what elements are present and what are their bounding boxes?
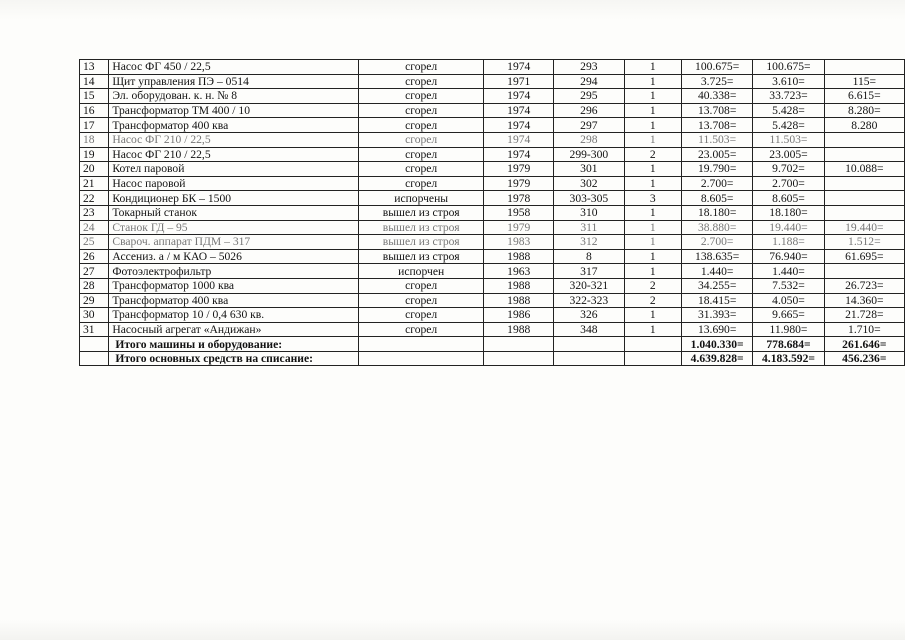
commission-year-cell: 1974 (484, 103, 554, 118)
quantity-cell: 1 (624, 74, 681, 89)
inventory-number-cell: 293 (554, 60, 625, 75)
commission-year-cell: 1974 (484, 89, 554, 104)
residual-value-cell: 1.512= (824, 235, 904, 250)
inventory-number-cell: 317 (554, 264, 625, 279)
table-row (80, 118, 905, 133)
table-row (80, 308, 905, 323)
table-body (80, 60, 905, 366)
empty-cell (484, 351, 554, 366)
write-off-reason-cell: сгорел (358, 162, 484, 177)
asset-name-cell: Трансформатор 400 ква (109, 293, 359, 308)
depreciation-cell: 5.428= (753, 118, 824, 133)
depreciation-cell: 4.050= (753, 293, 824, 308)
quantity-cell: 1 (624, 322, 681, 337)
inventory-number-cell: 312 (554, 235, 625, 250)
table-row (80, 205, 905, 220)
total-row (80, 337, 905, 352)
asset-name-cell: Свароч. аппарат ПДМ – 317 (109, 235, 359, 250)
write-off-reason-cell: сгорел (358, 147, 484, 162)
residual-value-cell (824, 147, 904, 162)
inventory-number-cell: 295 (554, 89, 625, 104)
inventory-number-cell: 310 (554, 205, 625, 220)
total-row (80, 351, 905, 366)
initial-cost-cell: 34.255= (682, 278, 753, 293)
inventory-number-cell: 301 (554, 162, 625, 177)
commission-year-cell: 1974 (484, 60, 554, 75)
asset-name-cell: Трансформатор ТМ 400 / 10 (109, 103, 359, 118)
row-number-cell: 27 (80, 264, 109, 279)
table-row (80, 264, 905, 279)
quantity-cell: 1 (624, 249, 681, 264)
asset-name-cell: Трансформатор 400 ква (109, 118, 359, 133)
inventory-number-cell: 294 (554, 74, 625, 89)
asset-name-cell: Щит управления ПЭ – 0514 (109, 74, 359, 89)
quantity-cell: 1 (624, 205, 681, 220)
quantity-cell: 2 (624, 147, 681, 162)
residual-value-cell: 6.615= (824, 89, 904, 104)
table-row (80, 89, 905, 104)
asset-name-cell: Насос ФГ 210 / 22,5 (109, 147, 359, 162)
depreciation-cell: 19.440= (753, 220, 824, 235)
total-depreciation: 778.684= (753, 337, 824, 352)
write-off-reason-cell: сгорел (358, 293, 484, 308)
row-number-cell: 20 (80, 162, 109, 177)
table-row (80, 60, 905, 75)
initial-cost-cell: 23.005= (682, 147, 753, 162)
residual-value-cell: 61.695= (824, 249, 904, 264)
asset-name-cell: Эл. оборудован. к. н. № 8 (109, 89, 359, 104)
row-number-cell: 24 (80, 220, 109, 235)
row-number-cell: 28 (80, 278, 109, 293)
inventory-number-cell: 296 (554, 103, 625, 118)
row-number-cell: 14 (80, 74, 109, 89)
asset-name-cell: Насос паровой (109, 176, 359, 191)
residual-value-cell: 10.088= (824, 162, 904, 177)
depreciation-cell: 1.440= (753, 264, 824, 279)
total-residual-value: 261.646= (824, 337, 904, 352)
commission-year-cell: 1974 (484, 118, 554, 133)
write-off-reason-cell: вышел из строя (358, 220, 484, 235)
commission-year-cell: 1979 (484, 162, 554, 177)
total-initial-cost: 4.639.828= (682, 351, 753, 366)
residual-value-cell: 115= (824, 74, 904, 89)
table-row (80, 132, 905, 147)
commission-year-cell: 1986 (484, 308, 554, 323)
commission-year-cell: 1963 (484, 264, 554, 279)
write-off-reason-cell: сгорел (358, 60, 484, 75)
quantity-cell: 1 (624, 235, 681, 250)
empty-cell (624, 337, 681, 352)
total-label: Итого машины и оборудование: (109, 337, 359, 352)
initial-cost-cell: 2.700= (682, 176, 753, 191)
table-row (80, 176, 905, 191)
row-number-cell: 25 (80, 235, 109, 250)
residual-value-cell (824, 264, 904, 279)
residual-value-cell: 8.280= (824, 103, 904, 118)
row-number-cell: 22 (80, 191, 109, 206)
depreciation-cell: 33.723= (753, 89, 824, 104)
initial-cost-cell: 18.415= (682, 293, 753, 308)
commission-year-cell: 1974 (484, 132, 554, 147)
quantity-cell: 1 (624, 162, 681, 177)
asset-name-cell: Станок ГД – 95 (109, 220, 359, 235)
row-number-cell: 17 (80, 118, 109, 133)
table-row (80, 322, 905, 337)
quantity-cell: 1 (624, 132, 681, 147)
row-number-cell: 26 (80, 249, 109, 264)
commission-year-cell: 1974 (484, 147, 554, 162)
table-row (80, 103, 905, 118)
depreciation-cell: 23.005= (753, 147, 824, 162)
row-number-cell: 19 (80, 147, 109, 162)
asset-name-cell: Кондиционер БК – 1500 (109, 191, 359, 206)
total-depreciation: 4.183.592= (753, 351, 824, 366)
initial-cost-cell: 13.708= (682, 118, 753, 133)
write-off-reason-cell: сгорел (358, 308, 484, 323)
commission-year-cell: 1988 (484, 278, 554, 293)
depreciation-cell: 7.532= (753, 278, 824, 293)
total-initial-cost: 1.040.330= (682, 337, 753, 352)
row-number-cell: 31 (80, 322, 109, 337)
asset-name-cell: Фотоэлектрофильтр (109, 264, 359, 279)
empty-cell (554, 337, 625, 352)
write-off-reason-cell: испорчен (358, 264, 484, 279)
depreciation-cell: 5.428= (753, 103, 824, 118)
quantity-cell: 1 (624, 60, 681, 75)
depreciation-cell: 2.700= (753, 176, 824, 191)
residual-value-cell: 21.728= (824, 308, 904, 323)
initial-cost-cell: 8.605= (682, 191, 753, 206)
quantity-cell: 1 (624, 220, 681, 235)
inventory-number-cell: 322-323 (554, 293, 625, 308)
table-row (80, 293, 905, 308)
write-off-reason-cell: сгорел (358, 89, 484, 104)
commission-year-cell: 1983 (484, 235, 554, 250)
table-row (80, 162, 905, 177)
residual-value-cell (824, 60, 904, 75)
quantity-cell: 3 (624, 191, 681, 206)
commission-year-cell: 1988 (484, 249, 554, 264)
write-off-reason-cell: сгорел (358, 103, 484, 118)
depreciation-cell: 1.188= (753, 235, 824, 250)
residual-value-cell: 14.360= (824, 293, 904, 308)
quantity-cell: 1 (624, 103, 681, 118)
inventory-number-cell: 320-321 (554, 278, 625, 293)
commission-year-cell: 1979 (484, 176, 554, 191)
asset-name-cell: Насос ФГ 450 / 22,5 (109, 60, 359, 75)
residual-value-cell (824, 191, 904, 206)
empty-cell (80, 337, 109, 352)
residual-value-cell: 1.710= (824, 322, 904, 337)
initial-cost-cell: 31.393= (682, 308, 753, 323)
row-number-cell: 16 (80, 103, 109, 118)
table-row (80, 235, 905, 250)
write-off-reason-cell: вышел из строя (358, 249, 484, 264)
total-residual-value: 456.236= (824, 351, 904, 366)
initial-cost-cell: 19.790= (682, 162, 753, 177)
write-off-reason-cell: сгорел (358, 278, 484, 293)
inventory-number-cell: 297 (554, 118, 625, 133)
depreciation-cell: 76.940= (753, 249, 824, 264)
asset-name-cell: Трансформатор 10 / 0,4 630 кв. (109, 308, 359, 323)
residual-value-cell (824, 176, 904, 191)
row-number-cell: 13 (80, 60, 109, 75)
row-number-cell: 18 (80, 132, 109, 147)
initial-cost-cell: 18.180= (682, 205, 753, 220)
inventory-number-cell: 302 (554, 176, 625, 191)
write-off-reason-cell: сгорел (358, 74, 484, 89)
asset-name-cell: Котел паровой (109, 162, 359, 177)
depreciation-cell: 8.605= (753, 191, 824, 206)
commission-year-cell: 1988 (484, 322, 554, 337)
initial-cost-cell: 138.635= (682, 249, 753, 264)
inventory-number-cell: 299-300 (554, 147, 625, 162)
row-number-cell: 30 (80, 308, 109, 323)
total-label: Итого основных средств на списание: (109, 351, 359, 366)
asset-name-cell: Трансформатор 1000 ква (109, 278, 359, 293)
initial-cost-cell: 100.675= (682, 60, 753, 75)
depreciation-cell: 9.665= (753, 308, 824, 323)
quantity-cell: 1 (624, 264, 681, 279)
write-off-table (79, 59, 905, 366)
commission-year-cell: 1978 (484, 191, 554, 206)
row-number-cell: 15 (80, 89, 109, 104)
empty-cell (358, 351, 484, 366)
residual-value-cell: 26.723= (824, 278, 904, 293)
empty-cell (624, 351, 681, 366)
initial-cost-cell: 38.880= (682, 220, 753, 235)
quantity-cell: 1 (624, 89, 681, 104)
asset-name-cell: Токарный станок (109, 205, 359, 220)
inventory-number-cell: 303-305 (554, 191, 625, 206)
empty-cell (358, 337, 484, 352)
quantity-cell: 2 (624, 278, 681, 293)
residual-value-cell: 19.440= (824, 220, 904, 235)
inventory-number-cell: 311 (554, 220, 625, 235)
write-off-reason-cell: сгорел (358, 132, 484, 147)
initial-cost-cell: 2.700= (682, 235, 753, 250)
quantity-cell: 1 (624, 308, 681, 323)
depreciation-cell: 11.503= (753, 132, 824, 147)
inventory-number-cell: 326 (554, 308, 625, 323)
table-row (80, 147, 905, 162)
table-row (80, 74, 905, 89)
write-off-reason-cell: вышел из строя (358, 205, 484, 220)
residual-value-cell (824, 205, 904, 220)
quantity-cell: 1 (624, 118, 681, 133)
row-number-cell: 23 (80, 205, 109, 220)
table-row (80, 249, 905, 264)
depreciation-cell: 18.180= (753, 205, 824, 220)
residual-value-cell (824, 132, 904, 147)
initial-cost-cell: 40.338= (682, 89, 753, 104)
table-row (80, 278, 905, 293)
write-off-reason-cell: сгорел (358, 118, 484, 133)
asset-name-cell: Насосный агрегат «Андижан» (109, 322, 359, 337)
commission-year-cell: 1979 (484, 220, 554, 235)
row-number-cell: 29 (80, 293, 109, 308)
inventory-number-cell: 348 (554, 322, 625, 337)
write-off-reason-cell: вышел из строя (358, 235, 484, 250)
commission-year-cell: 1958 (484, 205, 554, 220)
inventory-number-cell: 8 (554, 249, 625, 264)
empty-cell (554, 351, 625, 366)
quantity-cell: 1 (624, 176, 681, 191)
depreciation-cell: 11.980= (753, 322, 824, 337)
write-off-reason-cell: сгорел (358, 322, 484, 337)
asset-name-cell: Ассениз. а / м КАО – 5026 (109, 249, 359, 264)
initial-cost-cell: 3.725= (682, 74, 753, 89)
table-row (80, 191, 905, 206)
write-off-reason-cell: испорчены (358, 191, 484, 206)
empty-cell (80, 351, 109, 366)
initial-cost-cell: 11.503= (682, 132, 753, 147)
depreciation-cell: 9.702= (753, 162, 824, 177)
initial-cost-cell: 1.440= (682, 264, 753, 279)
commission-year-cell: 1988 (484, 293, 554, 308)
asset-name-cell: Насос ФГ 210 / 22,5 (109, 132, 359, 147)
write-off-reason-cell: сгорел (358, 176, 484, 191)
row-number-cell: 21 (80, 176, 109, 191)
initial-cost-cell: 13.708= (682, 103, 753, 118)
inventory-number-cell: 298 (554, 132, 625, 147)
initial-cost-cell: 13.690= (682, 322, 753, 337)
depreciation-cell: 3.610= (753, 74, 824, 89)
commission-year-cell: 1971 (484, 74, 554, 89)
quantity-cell: 2 (624, 293, 681, 308)
depreciation-cell: 100.675= (753, 60, 824, 75)
residual-value-cell: 8.280 (824, 118, 904, 133)
empty-cell (484, 337, 554, 352)
table-row (80, 220, 905, 235)
